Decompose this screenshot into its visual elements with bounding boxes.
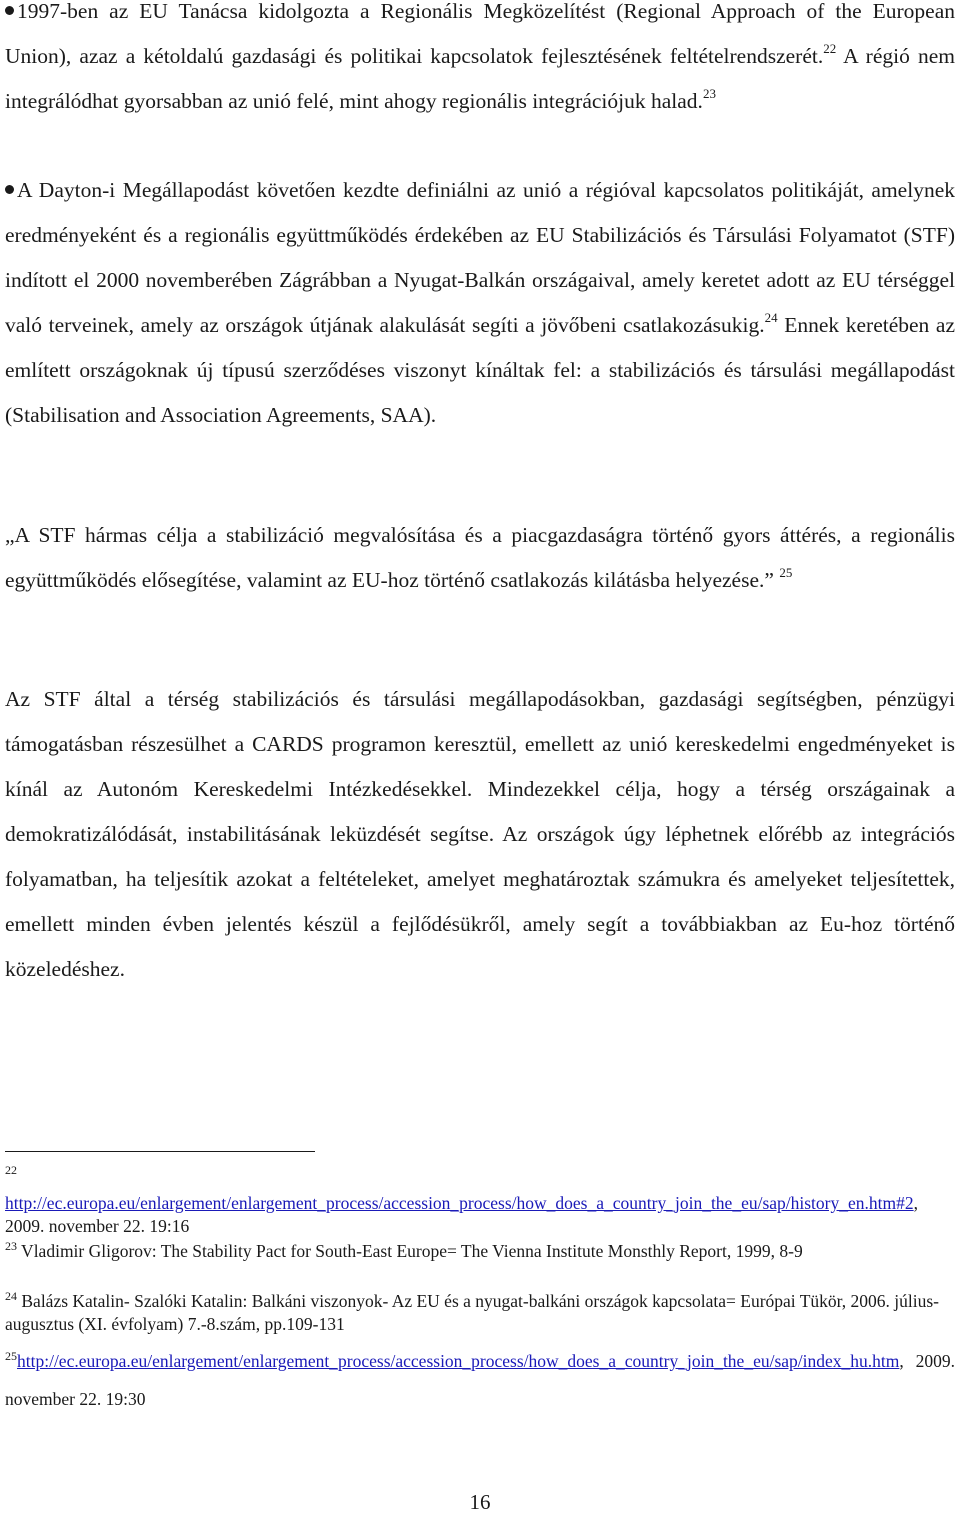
- footnote-22-date: , 2009. november 22. 19:16: [5, 1193, 918, 1236]
- footnote-ref-24: 24: [764, 309, 778, 325]
- footnote-24: [5, 1290, 955, 1336]
- body-paragraph-stf: Az STF által a térség stabilizációs és társulási megállapodásokban, gazdasági segítségben, pénzügyi támogatásban részesülhet a CARDS programon keresztül, emellett az unió kereskedelmi engedményeket is kínál az Autonóm Kereskedelmi Intézkedésekkel. Mindezekkel célja, hogy a térség országainak a demokratizálódását, instabilitásának leküzdését segítse. Az országok úgy léphetnek előrébb az integrációs folyamatban, ha teljesítik azokat a feltételeket, amelyet meghatároztak számukra és amelyeket teljesítettek, emellett minden évben jelentés készül a fejlődésükről, amely segít a továbbiakban az Eu-hoz történő közeledéshez.: [5, 687, 955, 981]
- bullet-paragraph-regional-approach: [5, 0, 955, 124]
- page-number: 16: [469, 1490, 491, 1514]
- footnote-23: [5, 1240, 955, 1263]
- footnote-22-link[interactable]: http://ec.europa.eu/enlargement/enlargement_process/accession_process/how_does_a_country_join_the_eu/sap/history_en.htm#2: [5, 1193, 914, 1213]
- footnote-separator: [5, 1151, 315, 1152]
- bullet2-text2: Ennek keretében az említett országoknak új típusú szerződéses viszonyt kínáltak fel: a stabilizációs és társulási megállapodást (Stabilisation and Association Agreements, SAA).: [5, 313, 955, 427]
- footnote-24-text: Balázs Katalin- Szalóki Katalin: Balkáni viszonyok- Az EU és a nyugat-balkáni országok kapcsolata= Európai Tükör, 2006. július-augusztus (XI. évfolyam) 7.-8.szám, pp.109-131: [5, 1291, 940, 1334]
- footnote-24-number: 24: [5, 1289, 17, 1304]
- footnote-ref-25: 25: [779, 564, 793, 580]
- footnote-23-number: 23: [5, 1239, 17, 1254]
- footnote-25-link[interactable]: http://ec.europa.eu/enlargement/enlargement_process/accession_process/how_does_a_country_join_the_eu/sap/index_hu.htm: [17, 1351, 900, 1371]
- quote-text: „A STF hármas célja a stabilizáció megvalósítása és a piacgazdaságra történő gyors áttérés, a regionális együttműködés elősegítése, valamint az EU-hoz történő csatlakozás kilátásba helyezése.”: [5, 523, 955, 592]
- footnote-25: [5, 1342, 955, 1418]
- bullet-paragraph-dayton: [5, 168, 955, 438]
- bullet2-text: A Dayton-i Megállapodást követően kezdte definiálni az unió a régióval kapcsolatos politikáját, amelynek eredményeként és a regionális együttműködés érdekében az EU Stabilizációs és Társulási Folyamatot (STF) indított el 2000 novemberében Zágrábban a Nyugat-Balkán országaival, amely keretet adott az EU térséggel való terveinek, amely az országok útjának alakulását segíti a jövőbeni csatlakozásukig.: [5, 178, 955, 337]
- footnote-22: [5, 1192, 955, 1238]
- footnote-23-text: Vladimir Gligorov: The Stability Pact for South-East Europe= The Vienna Institute Monsthly Report, 1999, 8-9: [17, 1241, 803, 1261]
- bullet-icon: [5, 6, 14, 15]
- quote-paragraph: [5, 513, 955, 603]
- footnote-25-date: , 2009. november 22. 19:30: [5, 1351, 955, 1409]
- bullet1-text2: A régió nem integrálódhat gyorsabban az unió felé, mint ahogy regionális integrációjuk halad.: [5, 44, 955, 113]
- footnote-ref-23: 23: [702, 85, 716, 101]
- footnote-25-number: 25: [5, 1349, 17, 1364]
- bullet-icon: [5, 185, 14, 194]
- footnote-22-number: 22: [5, 1163, 17, 1177]
- footnote-ref-22: 22: [823, 40, 837, 56]
- bullet1-text: 1997-ben az EU Tanácsa kidolgozta a Regionális Megközelítést (Regional Approach of the European Union), azaz a kétoldalú gazdasági és politikai kapcsolatok fejlesztésének feltételrendszerét.: [5, 0, 955, 68]
